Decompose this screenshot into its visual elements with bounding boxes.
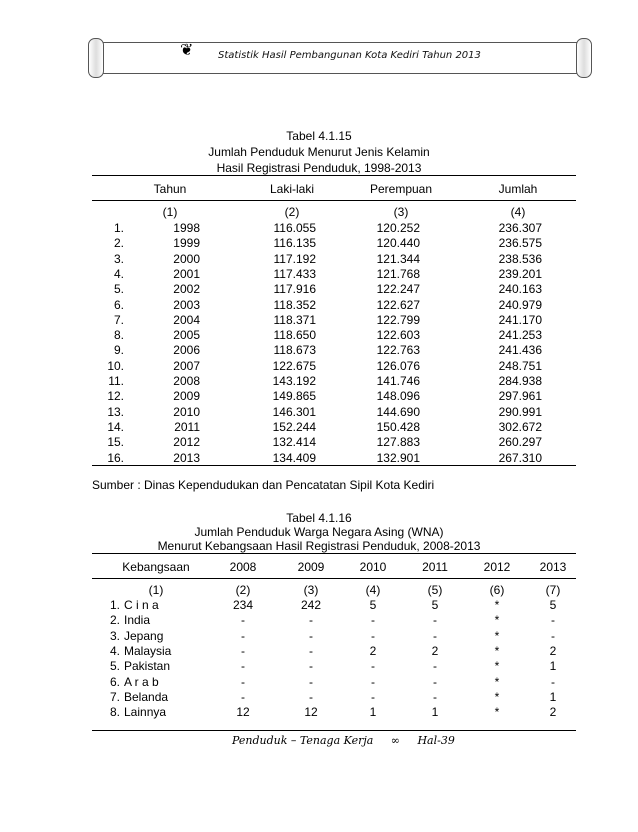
table1-column-header: Jumlah [498, 182, 538, 196]
table1-cell: 122.627 [376, 297, 420, 312]
table2-cell: 12 [304, 705, 318, 720]
table2-column-header: 2011 [422, 560, 448, 574]
table2-header-rule [92, 578, 576, 579]
table1-cell: 2005 [173, 328, 200, 343]
table1-cell: 122.799 [376, 312, 420, 327]
table2-column-header: 2012 [483, 560, 511, 574]
table1-cell: 117.916 [273, 282, 316, 297]
table2-cell: 2. [109, 613, 120, 628]
table1-cell: 121.344 [376, 251, 420, 266]
table1-column-number: (3) [393, 205, 409, 219]
table1-cell: 2011 [174, 419, 200, 434]
table2-subtitle: Menurut Kebangsaan Hasil Registrasi Penduduk, 2008-2013 [157, 539, 481, 553]
table1-cell: 132.414 [272, 435, 316, 450]
table2-cell: 1 [549, 689, 557, 704]
table1-cell: 2007 [173, 358, 200, 373]
table1-cell: 2012 [173, 435, 200, 450]
table2-cell: - [241, 643, 245, 658]
table1-cell: 10. [107, 358, 124, 373]
table1-cell: 11. [108, 374, 124, 388]
table2-top-rule [92, 553, 576, 554]
table2-cell: * [494, 674, 500, 689]
table2-cell: - [433, 659, 437, 674]
footer-symbol: ∞ [390, 734, 400, 747]
table1-cell: 2000 [173, 251, 200, 266]
table1-cell: 116.135 [273, 236, 316, 251]
table2-cell: - [551, 613, 555, 628]
table2-cell: Pakistan [124, 659, 171, 674]
table2-cell: Jepang [124, 628, 164, 643]
table2-cell: - [433, 613, 437, 628]
table2-cell: 2 [431, 643, 439, 658]
table1-cell: 117.433 [273, 266, 316, 281]
table2-cell: - [309, 628, 313, 643]
table2-cell: - [241, 674, 245, 689]
table2-cell: * [494, 659, 500, 674]
table2-cell: - [371, 628, 375, 643]
table2-column-number: (6) [489, 583, 505, 597]
table2-column-header: Kebangsaan [122, 560, 190, 574]
table2-cell: - [371, 689, 375, 704]
table1-cell: 2004 [173, 312, 200, 327]
table2-column-header: 2010 [359, 560, 387, 574]
table1-column-number: (4) [510, 205, 526, 219]
table1-cell: 141.746 [376, 374, 420, 388]
table2-cell: 2 [369, 643, 377, 658]
table2-column-number: (2) [235, 583, 251, 597]
table1-cell: 118.352 [273, 297, 316, 312]
table1-cell: 149.865 [272, 389, 316, 404]
table2-cell: A r a b [124, 674, 159, 689]
table2-column-number: (4) [365, 583, 381, 597]
table2-cell: - [309, 643, 313, 658]
table1-cell: 122.763 [376, 343, 420, 358]
table2-cell: - [309, 674, 313, 689]
table2-cell: 5 [549, 598, 557, 612]
table1-cell: 241.253 [498, 328, 542, 343]
table2-cell: * [494, 613, 500, 628]
table2-cell: * [494, 598, 500, 612]
table2-column-header: 2009 [297, 560, 325, 574]
table2-column-number: (7) [545, 583, 561, 597]
table1-column-header: Tahun [153, 182, 187, 196]
table2-column-number: (1) [148, 583, 164, 597]
table1-cell: 2010 [173, 404, 200, 419]
table2-title: Jumlah Penduduk Warga Negara Asing (WNA) [194, 525, 444, 539]
table1-cell: 5. [113, 282, 124, 297]
footer-section: Penduduk – Tenaga Kerja [232, 734, 374, 747]
table1-cell: 2013 [173, 450, 200, 465]
table2-cell: * [494, 705, 500, 720]
table1-cell: 121.768 [376, 266, 420, 281]
table1-cell: 302.672 [498, 419, 542, 434]
table1-cell: 9. [113, 343, 124, 358]
table2-cell: - [309, 689, 313, 704]
table1-cell: 134.409 [272, 450, 316, 465]
table2-cell: 8. [109, 705, 120, 720]
table1-cell: 1. [113, 221, 124, 235]
table2-cell: * [494, 643, 500, 658]
table2-label: Tabel 4.1.16 [286, 511, 352, 525]
table2-cell: - [241, 613, 245, 628]
table1-cell: 143.192 [272, 374, 316, 388]
table2-cell: - [241, 659, 245, 674]
table1-cell: 284.938 [498, 374, 542, 388]
table1-cell: 236.307 [498, 221, 542, 235]
table1-cell: 2. [113, 236, 124, 251]
table1-cell: 144.690 [376, 404, 420, 419]
table2-cell: Belanda [124, 689, 169, 704]
table1-cell: 2006 [173, 343, 200, 358]
table1-cell: 122.675 [272, 358, 316, 373]
table1-source: Sumber : Dinas Kependudukan dan Pencatatan Sipil Kota Kediri [92, 478, 435, 492]
table2-cell: 2 [549, 643, 557, 658]
table2-cell: India [124, 613, 151, 628]
table1-cell: 122.247 [376, 282, 420, 297]
table2-column-header: 2008 [229, 560, 257, 574]
header-banner [86, 36, 594, 78]
table1-cell: 241.436 [498, 343, 542, 358]
table1-cell: 2009 [173, 389, 200, 404]
footer-rule [92, 730, 576, 731]
table1-cell: 118.673 [273, 343, 316, 358]
table1-cell: 152.244 [272, 419, 316, 434]
table1-cell: 241.170 [498, 312, 542, 327]
table1-cell: 146.301 [272, 404, 316, 419]
table2-cell: - [371, 613, 375, 628]
table1-cell: 239.201 [498, 266, 542, 281]
city-crest-icon: ❦ [180, 42, 194, 59]
table1-cell: 127.883 [376, 435, 420, 450]
table2-column-header: 2013 [539, 560, 567, 574]
table2-cell: * [494, 628, 500, 643]
table1-cell: 236.575 [498, 236, 542, 251]
table2-cell: - [433, 674, 437, 689]
table2-cell: Malaysia [124, 643, 172, 658]
table1-label: Tabel 4.1.15 [286, 129, 352, 143]
table1-cell: 3. [113, 251, 124, 266]
footer-page-number: Hal-39 [417, 734, 455, 747]
table1-top-rule [92, 175, 576, 176]
table1-cell: 267.310 [498, 450, 542, 465]
table1-cell: 7. [113, 312, 124, 327]
table2-cell: 1 [431, 705, 439, 720]
table1-cell: 15. [107, 435, 124, 450]
table1-cell: 14. [107, 419, 124, 434]
table2-cell: 1. [109, 598, 120, 612]
table1-cell: 12. [107, 389, 124, 404]
table2-cell: C i n a [124, 598, 159, 612]
table2-cell: 6. [109, 674, 120, 689]
table1-cell: 16. [107, 450, 124, 465]
table2-cell: 7. [109, 689, 120, 704]
table1-cell: 290.991 [498, 404, 542, 419]
table2-column-number: (3) [303, 583, 319, 597]
table1-cell: 150.428 [376, 419, 420, 434]
banner-title: Statistik Hasil Pembangunan Kota Kediri Tahun 2013 [218, 50, 481, 61]
table1-cell: 4. [113, 266, 124, 281]
table1-column-header: Laki-laki [269, 182, 314, 196]
table2-cell: - [551, 628, 555, 643]
table2-cell: 4. [109, 643, 120, 658]
table1-column-header: Perempuan [369, 182, 433, 196]
table1-cell: 118.371 [273, 312, 316, 327]
table2-cell: 5 [369, 598, 377, 612]
table2-cell: 1 [369, 705, 377, 720]
table1-cell: 238.536 [498, 251, 542, 266]
table2-cell: 242 [300, 598, 322, 612]
table1-cell: 1999 [173, 236, 200, 251]
table2-cell: 234 [232, 598, 254, 612]
table1-subtitle: Hasil Registrasi Penduduk, 1998-2013 [216, 161, 422, 175]
table1-cell: 240.163 [498, 282, 542, 297]
table1-cell: 6. [113, 297, 124, 312]
table1-cell: 1998 [173, 221, 200, 235]
table1-header-rule [92, 200, 576, 201]
footer [232, 734, 455, 747]
table2-cell: - [309, 659, 313, 674]
table1-cell: 116.055 [273, 221, 316, 235]
table2-cell: - [309, 613, 313, 628]
table2-cell: 3. [109, 628, 120, 643]
banner-right-roll [576, 38, 592, 78]
table2-cell: - [433, 628, 437, 643]
table1-cell: 2001 [173, 266, 200, 281]
table2-cell: - [551, 674, 555, 689]
table1-cell: 2003 [173, 297, 200, 312]
table1-cell: 117.192 [273, 251, 316, 266]
table1-cell: 8. [113, 328, 124, 343]
table1-title: Jumlah Penduduk Menurut Jenis Kelamin [208, 145, 430, 159]
table2-cell: - [371, 659, 375, 674]
table2-cell: - [433, 689, 437, 704]
table1-cell: 240.979 [498, 297, 542, 312]
table1-cell: 13. [107, 404, 124, 419]
table1-cell: 120.440 [376, 236, 420, 251]
table2-cell: - [241, 628, 245, 643]
table1-column-number: (2) [284, 205, 300, 219]
table1-cell: 260.297 [498, 435, 542, 450]
table2-cell: 2 [549, 705, 557, 720]
table1-cell: 2002 [173, 282, 200, 297]
table1-cell: 248.751 [498, 358, 542, 373]
table2-column-number: (5) [427, 583, 443, 597]
table1-cell: 148.096 [376, 389, 420, 404]
table1-cell: 2008 [173, 374, 200, 388]
table2-cell: 1 [549, 659, 557, 674]
table1-cell: 126.076 [376, 358, 420, 373]
table1-cell: 297.961 [498, 389, 542, 404]
table2-cell: - [241, 689, 245, 704]
table2-cell: - [371, 674, 375, 689]
banner-left-roll [88, 38, 104, 78]
table2-cell: 12 [236, 705, 250, 720]
table1-cell: 120.252 [376, 221, 420, 235]
table1-column-number: (1) [162, 205, 178, 219]
table2-cell: * [494, 689, 500, 704]
table2-cell: 5. [109, 659, 120, 674]
table2-cell: Lainnya [124, 705, 167, 720]
table1-cell: 132.901 [376, 450, 420, 465]
table2-cell: 5 [431, 598, 439, 612]
table1-cell: 122.603 [376, 328, 420, 343]
table1-cell: 118.650 [273, 328, 316, 343]
